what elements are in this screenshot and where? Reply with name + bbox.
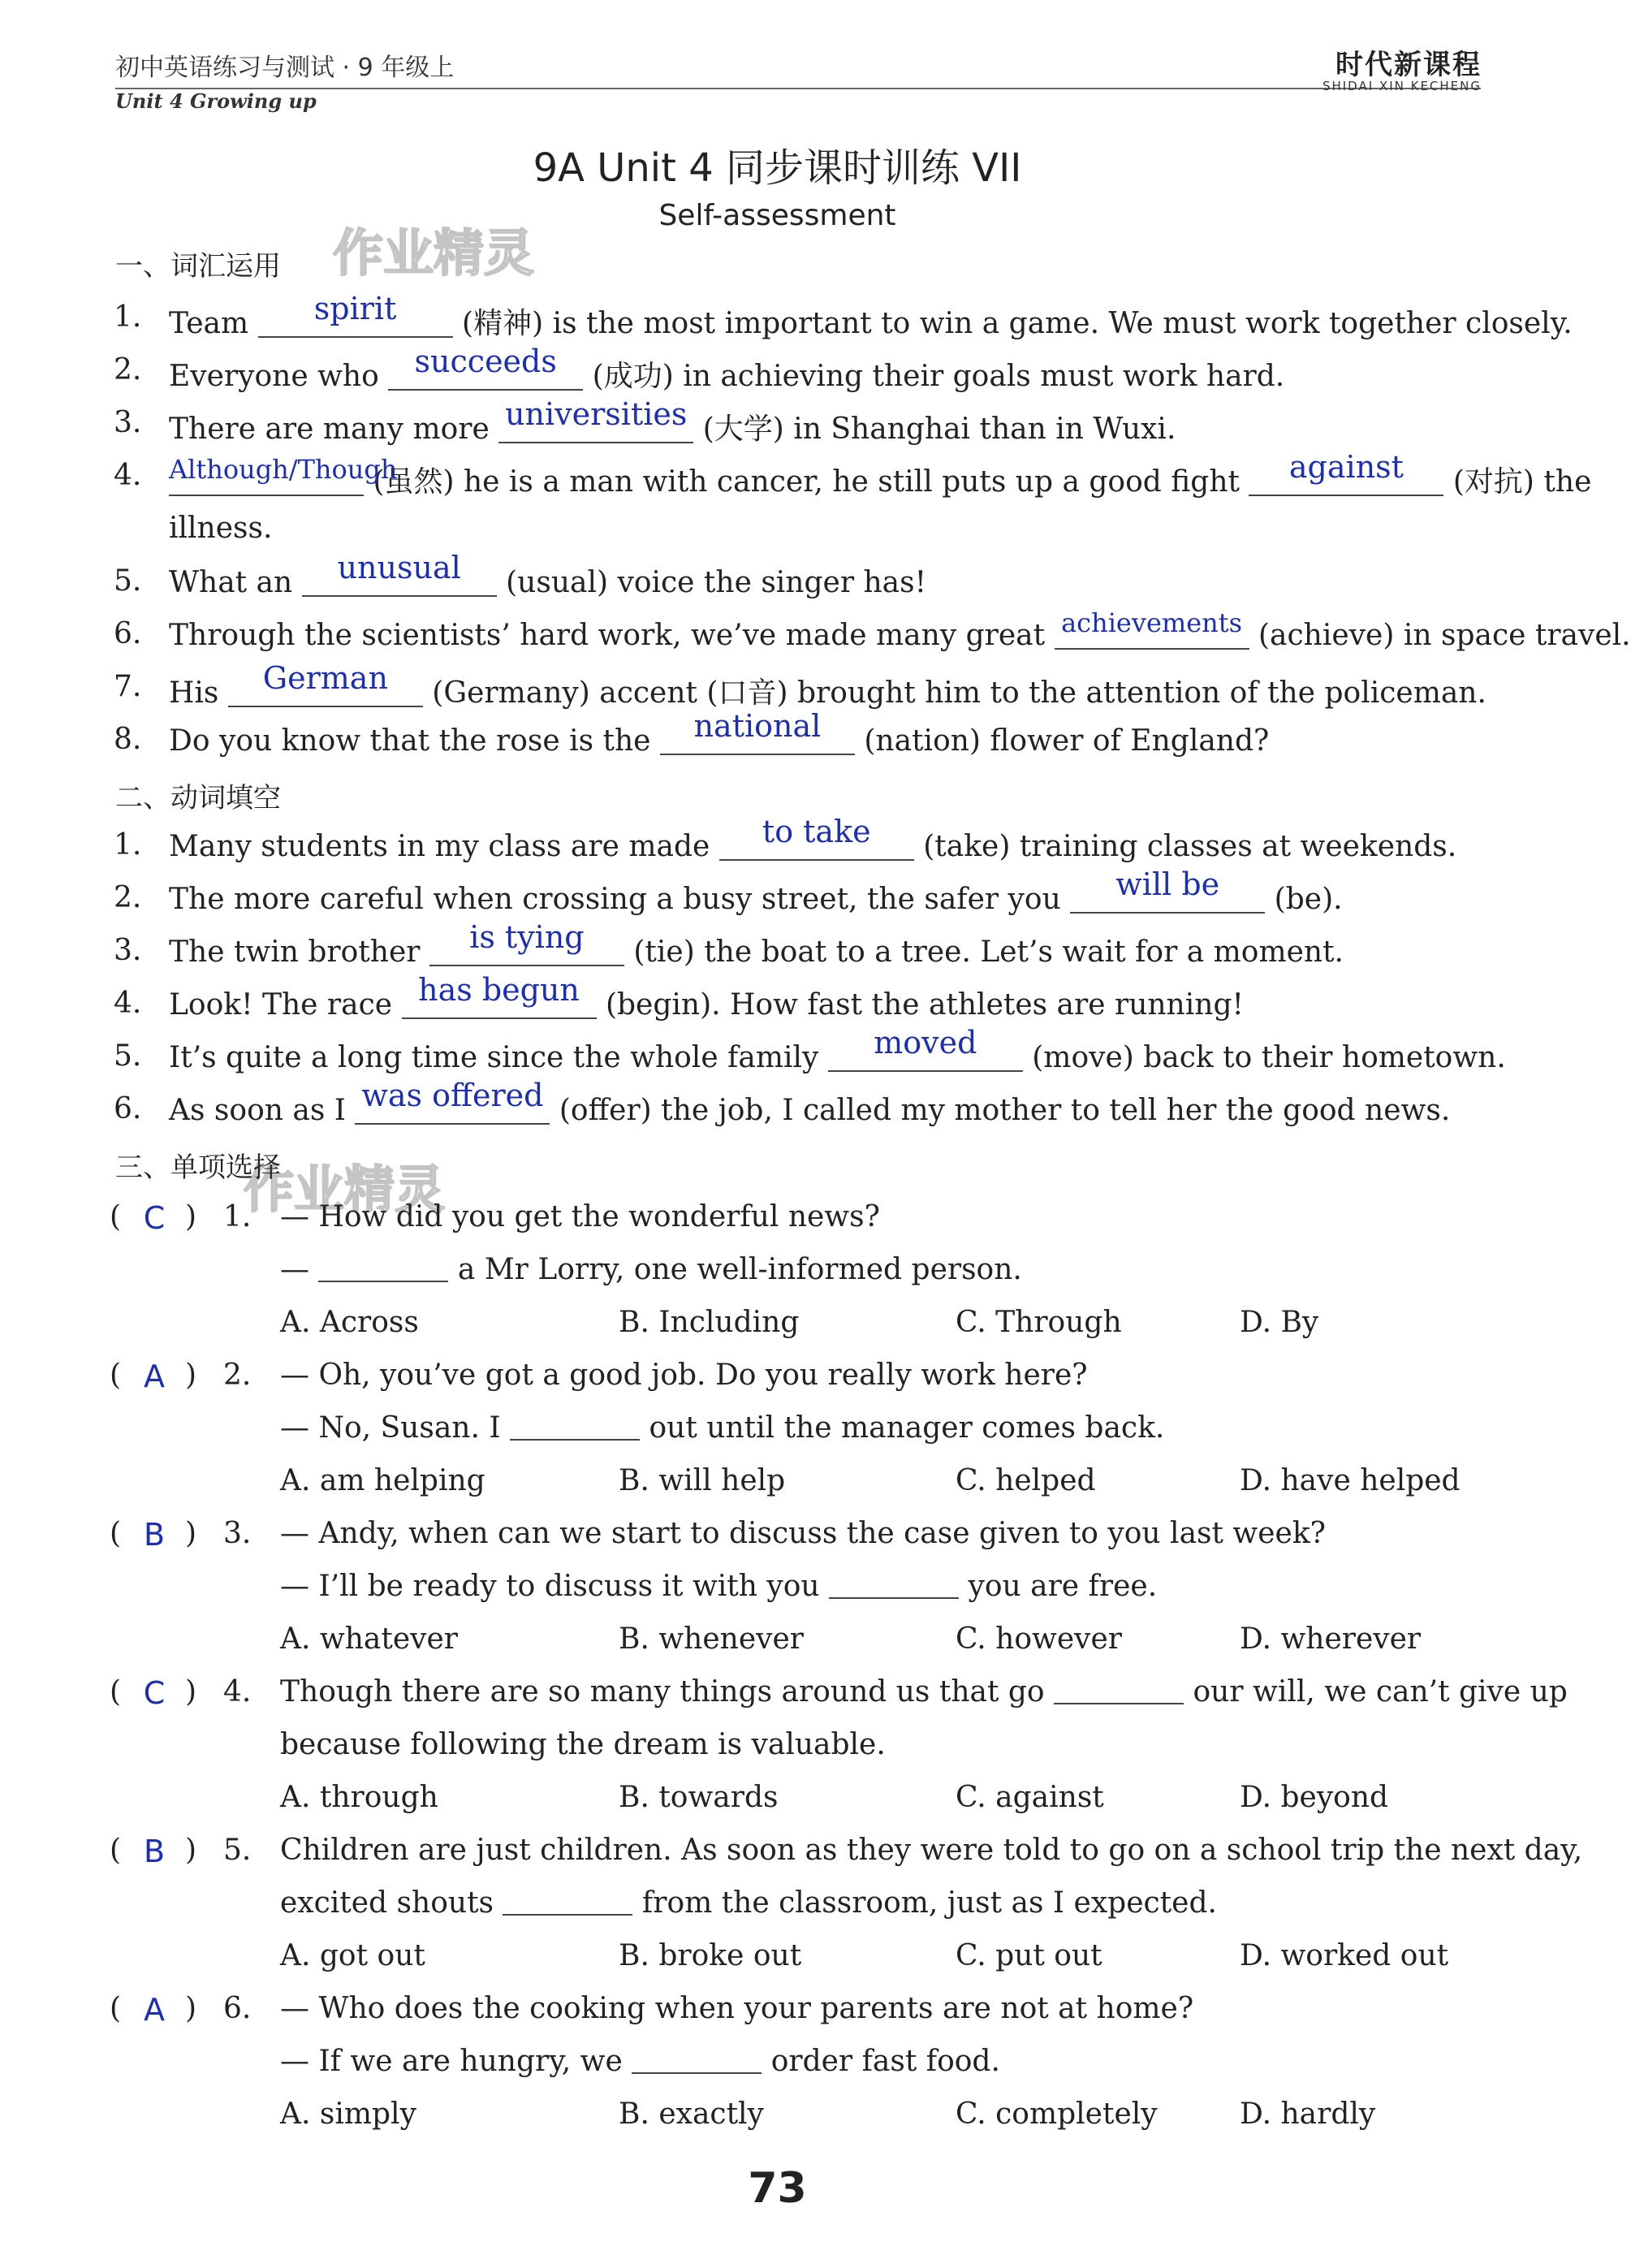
brand-logo [1230,42,1482,93]
answer-text: achievements [1061,607,1243,638]
answer-paren-close: ) [185,1359,197,1392]
answer-blank[interactable] [258,291,453,338]
answer-blank [510,1415,640,1441]
answer-paren-close: ) [185,1834,197,1867]
answer-paren-open: ( [110,1992,122,2025]
option[interactable]: D. By [1240,1306,1319,1339]
answer-blank[interactable] [498,396,693,443]
option[interactable]: A. Across [280,1306,419,1339]
answer-blank[interactable] [1249,449,1443,496]
answer-paren-close: ) [185,1992,197,2025]
option[interactable]: C. helped [956,1464,1096,1497]
option[interactable]: B. Including [619,1306,800,1339]
answer-paren-open: ( [110,1200,122,1233]
answer-blank [829,1573,959,1599]
answer-text: national [693,708,822,744]
answer-paren-open: ( [110,1834,122,1867]
answer-text: universities [505,396,688,432]
mc-answer[interactable]: B [143,1834,166,1869]
option[interactable]: D. wherever [1240,1622,1422,1656]
answer-text: will be [1115,866,1220,902]
answer-blank [1054,1678,1184,1704]
answer-text: against [1288,449,1404,485]
answer-text: unusual [337,550,461,585]
answer-text: was offered [361,1078,544,1113]
answer-text: is tying [469,919,585,955]
answer-paren-open: ( [110,1517,122,1550]
mc-answer[interactable]: C [143,1675,166,1711]
brand-pinyin: SHIDAI XIN KECHENG [1322,79,1482,93]
mc-answer[interactable]: A [144,1359,165,1394]
answer-blank [318,1256,448,1282]
option[interactable]: A. am helping [280,1464,485,1497]
mc-answer[interactable]: B [143,1517,166,1553]
answer-blank[interactable] [429,919,624,966]
answer-blank[interactable] [355,1078,550,1125]
answer-paren-close: ) [185,1675,197,1709]
option[interactable]: D. hardly [1240,2097,1376,2131]
option[interactable]: B. broke out [619,1939,802,1972]
watermark: 作业精灵 [333,223,535,283]
answer-text: to take [762,814,871,849]
section-heading-vocabulary: 一、词汇运用 [115,250,281,283]
option[interactable]: C. completely [956,2097,1158,2131]
answer-paren-close: ) [185,1517,197,1550]
mc-answer[interactable]: A [144,1992,165,2028]
answer-text: German [262,660,388,696]
answer-blank[interactable] [402,972,597,1019]
option[interactable]: D. beyond [1240,1781,1389,1814]
option[interactable]: D. worked out [1240,1939,1449,1972]
unit-label: Unit 4 Growing up [115,89,317,113]
answer-text: Although/Though [169,454,398,485]
answer-paren-open: ( [110,1675,122,1709]
option[interactable]: C. Through [956,1306,1122,1339]
option[interactable]: C. against [956,1781,1104,1814]
page-title: 9A Unit 4 同步课时训练 VII [533,145,1022,191]
option[interactable]: C. put out [956,1939,1102,1972]
answer-blank[interactable] [388,343,583,391]
answer-text: has begun [418,972,580,1008]
answer-text: spirit [313,291,397,326]
option[interactable]: C. however [956,1622,1122,1656]
option[interactable]: B. towards [619,1781,779,1814]
brand-name: 时代新课程 [1335,49,1482,81]
answer-paren-open: ( [110,1359,122,1392]
answer-blank[interactable] [660,708,855,755]
option[interactable]: B. will help [619,1464,786,1497]
book-title: 初中英语练习与测试 · 9 年级上 [115,54,455,82]
answer-text: moved [874,1025,977,1061]
option[interactable]: A. whatever [280,1622,458,1656]
answer-blank [503,1890,632,1916]
answer-blank[interactable] [1070,866,1265,914]
option[interactable]: B. exactly [619,2097,764,2131]
option[interactable]: A. simply [280,2097,416,2131]
answer-blank [632,2048,762,2074]
answer-blank[interactable] [719,814,914,861]
option[interactable]: B. whenever [619,1622,804,1656]
watermark: 作业精灵 [244,1160,446,1219]
section-heading-verbs: 二、动词填空 [115,782,281,814]
answer-blank[interactable] [1055,607,1249,650]
answer-blank[interactable] [302,550,497,597]
option[interactable]: A. got out [280,1939,425,1972]
section-heading-multiple-choice: 三、单项选择 [115,1151,281,1184]
answer-blank[interactable] [169,454,398,496]
answer-blank[interactable] [228,660,423,707]
answer-text: succeeds [414,343,557,379]
option[interactable]: A. through [280,1781,438,1814]
mc-answer[interactable]: C [143,1200,166,1236]
page-number: 73 [748,2164,807,2213]
option[interactable]: D. have helped [1240,1464,1461,1497]
page-subtitle: Self-assessment [658,199,896,232]
answer-paren-close: ) [185,1200,197,1233]
answer-blank[interactable] [828,1025,1023,1072]
